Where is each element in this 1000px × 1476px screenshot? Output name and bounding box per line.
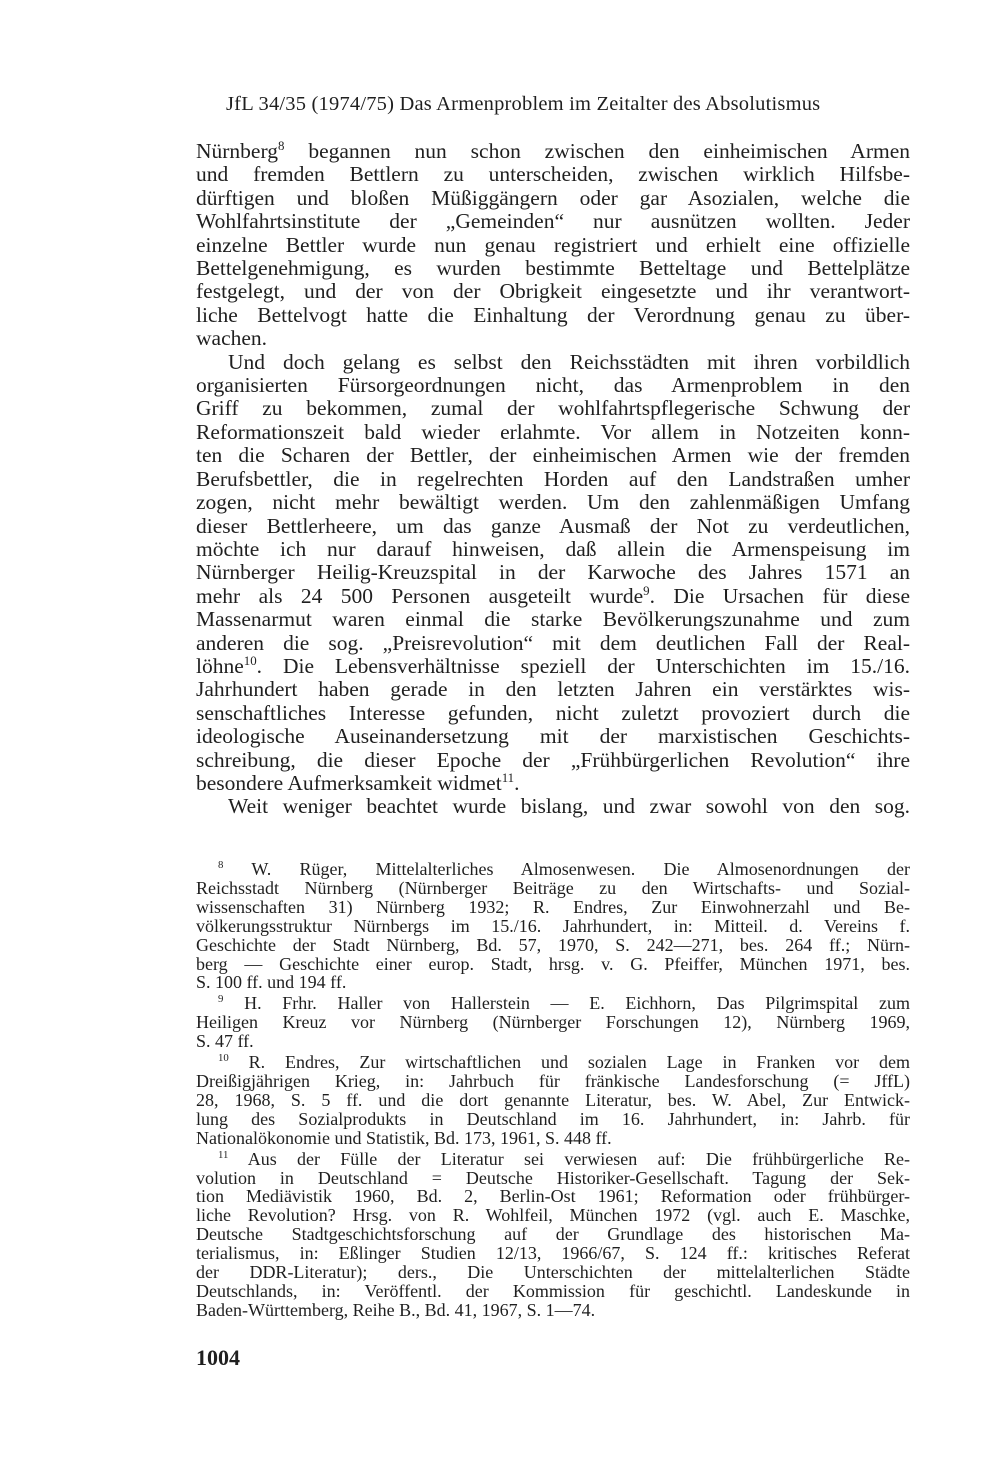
footnote-line: Nationalökonomie und Statistik, Bd. 173, 1961, S. 448 ff. [196, 1127, 612, 1148]
footnote-marker: 10 [218, 1052, 229, 1065]
text-line: Reformationszeit bald wieder erlahmte. Vor allem in Notzeiten konn- [196, 419, 910, 444]
page-number: 1004 [196, 1345, 240, 1370]
text-line: Nürnberger Heilig-Kreuzspital in der Karwoche des Jahres 1571 an [196, 560, 910, 585]
text-line: besondere Aufmerksamkeit widmet$^{11}$. [196, 770, 520, 795]
text-line: organisierten Fürsorgeordnungen nicht, das Armenproblem in den [196, 373, 910, 398]
footnote-line: S. 100 ff. und 194 ff. [196, 972, 347, 993]
text-line: Massenarmut waren einmal die starke Bevölkerungszunahme und zum [196, 607, 910, 632]
footnote-line: wissenschaften 31) Nürnberg 1932; R. Endres, Zur Einwohnerzahl und Be- [196, 896, 910, 917]
footnote-line: berg — Geschichte einer europ. Stadt, hrsg. v. G. Pfeiffer, München 1971, bes. [196, 953, 910, 974]
text-line: Bettelgenehmigung, es wurden bestimmte Betteltage und Bettelplätze [196, 256, 910, 281]
footnote-line: Dreißigjährigen Krieg, in: Jahrbuch für fränkische Landesforschung (= JffL) [196, 1070, 910, 1091]
text-line: Griff zu bekommen, zumal der wohlfahrtspflegerische Schwung der [196, 396, 910, 421]
footnote-line: terialismus, in: Eßlinger Studien 12/13, 1966/67, S. 124 ff.: kritisches Referat [196, 1243, 910, 1264]
text-line: Weit weniger beachtet wurde bislang, und zwar sowohl von den sog. [228, 794, 910, 819]
footnote-line: liche Revolution? Hrsg. von R. Wohlfeil, München 1972 (vgl. auch E. Maschke, [196, 1205, 910, 1226]
text-line: einzelne Bettler wurde nun genau registriert und erhielt eine offizielle [196, 232, 910, 257]
text-line: senschaftliches Interesse gefunden, nicht zuletzt provoziert durch die [196, 700, 910, 725]
footnote-line: tion Mediävistik 1960, Bd. 2, Berlin-Ost 1961; Reformation oder frühbürger- [196, 1186, 910, 1207]
footnote-line: 28, 1968, S. 5 ff. und die dort genannte Literatur, bes. W. Abel, Zur Entwick- [196, 1089, 910, 1110]
body-text [196, 140, 910, 819]
text-line: liche Bettelvogt hatte die Einhaltung der Verordnung genau zu über- [196, 302, 910, 327]
footnote-line: Geschichte der Stadt Nürnberg, Bd. 57, 1970, S. 242—271, bes. 264 ff.; Nürn- [196, 934, 910, 955]
text-line: schreibung, die dieser Epoche der „Frühbürgerlichen Revolution“ ihre [196, 747, 910, 772]
running-head: JfL 34/35 (1974/75) Das Armenproblem im Zeitalter des Absolutismus [226, 93, 821, 115]
text-line: anderen die sog. „Preisrevolution“ mit dem deutlichen Fall der Real- [196, 630, 910, 655]
footnote-11 [196, 1150, 910, 1320]
text-line: Berufsbettler, die in regelrechten Horden auf den Landstraßen umher [196, 466, 910, 491]
text-line: Nürnberg$^8$ begannen nun schon zwischen den einheimischen Armen [196, 138, 910, 163]
footnote-9 [196, 994, 910, 1051]
footnote-line: Reichsstadt Nürnberg (Nürnberger Beiträge zu den Wirtschafts- und Sozial- [196, 877, 910, 898]
footnotes [196, 860, 910, 1322]
footnote-8 [196, 860, 910, 992]
footnote-line: volution in Deutschland = Deutsche Historiker-Gesellschaft. Tagung der Sek- [196, 1167, 910, 1188]
footnote-marker: 8 [218, 859, 224, 871]
footnote-line: Deutschlands, in: Veröffentl. der Kommission für geschichtl. Landeskunde in [196, 1280, 910, 1301]
footnote-ref[interactable]: 9 [643, 583, 650, 598]
footnote-marker: 11 [218, 1148, 229, 1161]
text-line: Und doch gelang es selbst den Reichsstädten mit ihren vorbildlich [228, 349, 910, 374]
text-line: wachen. [196, 326, 268, 351]
text-line: ten die Scharen der Bettler, der einheimischen Armen wie der fremden [196, 443, 910, 468]
footnote-line: $^{10}$ R. Endres, Zur wirtschaftlichen und sozialen Lage in Franken vor dem [218, 1052, 910, 1073]
footnote-line: $^{11}$ Aus der Fülle der Literatur sei verwiesen auf: Die frühbürgerliche Re- [218, 1148, 910, 1169]
text-line: und fremden Bettlern zu unterscheiden, zwischen wirklich Hilfsbe- [196, 162, 910, 187]
footnote-line: lung des Sozialprodukts in Deutschland im 16. Jahrhundert, in: Jahrb. für [196, 1108, 910, 1129]
footnote-ref[interactable]: 8 [278, 138, 285, 153]
text-line: mehr als 24 500 Personen ausgeteilt wurde$^9$. Die Ursachen für diese [196, 583, 910, 608]
text-line: möchte ich nur darauf hinweisen, daß allein die Armenspeisung im [196, 536, 910, 561]
footnote-line: $^9$ H. Frhr. Haller von Hallerstein — E. Eichhorn, Das Pilgrimspital zum [218, 993, 910, 1014]
footnote-marker: 9 [218, 993, 224, 1006]
footnote-ref[interactable]: 10 [243, 653, 257, 668]
text-line: Jahrhundert haben gerade in den letzten Jahren ein verstärktes wis- [196, 677, 910, 702]
footnote-line: $^8$ W. Rüger, Mittelalterliches Almosenwesen. Die Almosenordnungen der [218, 859, 910, 879]
footnote-line: völkerungsstruktur Nürnbergs im 15./16. Jahrhundert, in: Mitteil. d. Vereins f. [196, 915, 910, 936]
text-line: ideologische Auseinandersetzung mit der marxistischen Geschichts- [196, 724, 910, 749]
footnote-10 [196, 1053, 910, 1148]
text-line: löhne$^{10}$. Die Lebensverhältnisse speziell der Unterschichten im 15./16. [196, 653, 910, 678]
text-line: festgelegt, und der von der Obrigkeit eingesetzte und ihr verantwort- [196, 279, 910, 304]
footnote-line: der DDR-Literatur); ders., Die Unterschichten der mittelalterlichen Städte [196, 1262, 910, 1283]
footnote-ref[interactable]: 11 [501, 770, 515, 785]
footnote-line: Deutsche Stadtgeschichtsforschung auf der Grundlage des historischen Ma- [196, 1224, 910, 1245]
text-line: zogen, nicht mehr bewältigt werden. Um den zahlenmäßigen Umfang [196, 490, 910, 515]
footnote-line: S. 47 ff. [196, 1031, 254, 1052]
text-line: dieser Bettlerheere, um das ganze Ausmaß der Not zu verdeutlichen, [196, 513, 910, 538]
footnote-line: Baden-Württemberg, Reihe B., Bd. 41, 1967, S. 1—74. [196, 1299, 596, 1320]
text-line: dürftigen und bloßen Müßiggängern oder gar Asozialen, welche die [196, 185, 910, 210]
text-line: Wohlfahrtsinstitute der „Gemeinden“ nur ausnützen wollten. Jeder [196, 209, 910, 234]
footnote-line: Heiligen Kreuz vor Nürnberg (Nürnberger Forschungen 12), Nürnberg 1969, [196, 1012, 910, 1033]
